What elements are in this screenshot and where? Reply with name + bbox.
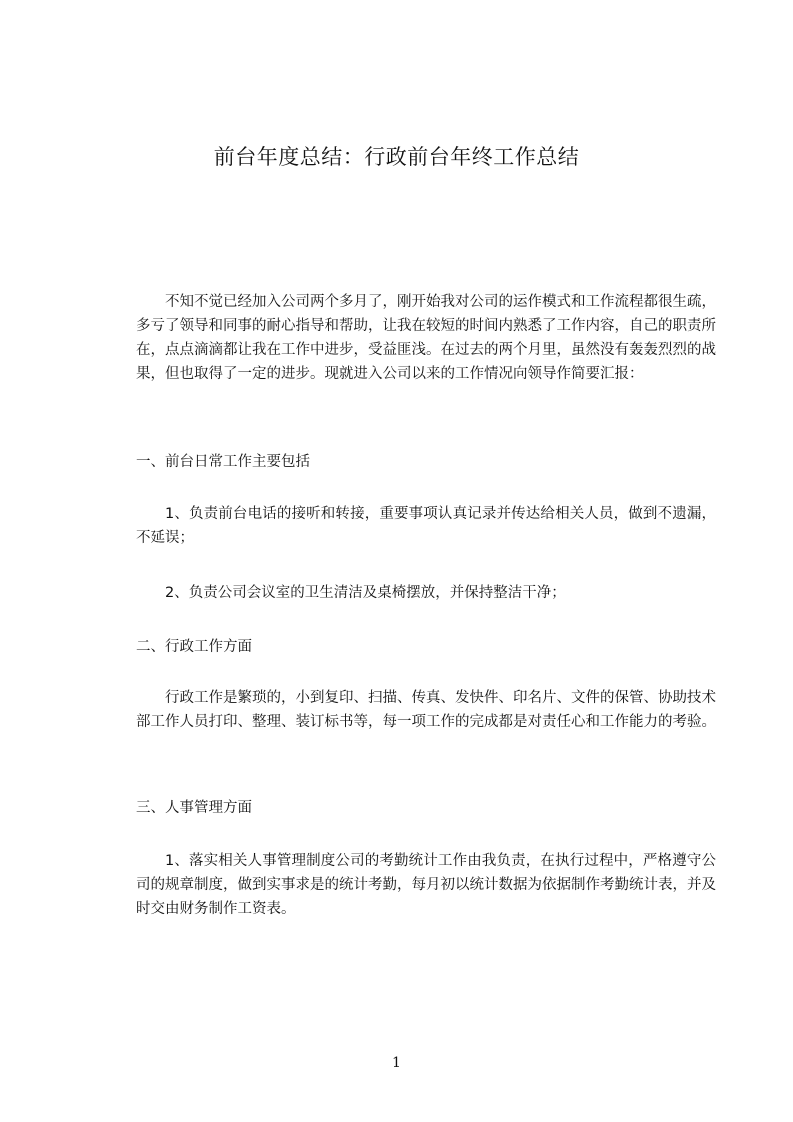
intro-paragraph: 不知不觉已经加入公司两个多月了，刚开始我对公司的运作模式和工作流程都很生疏，多亏了领导和同事的耐心指导和帮助，让我在较短的时间内熟悉了工作内容，自己的职责所在，点点滴滴都让我在工作中进步，受益匪浅。在过去的两个月里，虽然没有轰轰烈烈的战果，但也取得了一定的进步。现就进入公司以来的工作情况向领导作简要汇报： [136, 294, 716, 382]
section-2-paragraph-block [136, 686, 716, 734]
section-1-item-1-block [136, 502, 716, 550]
section-1-item-1: 1、负责前台电话的接听和转接，重要事项认真记录并传达给相关人员，做到不遗漏，不延误； [136, 506, 716, 546]
section-1-item-2-block [136, 581, 716, 605]
section-3-item-1-block [136, 849, 716, 921]
page-number: 1 [392, 1055, 401, 1071]
section-3-item-1: 1、落实相关人事管理制度公司的考勤统计工作由我负责，在执行过程中，严格遵守公司的规章制度，做到实事求是的统计考勤，每月初以统计数据为依据制作考勤统计表，并及时交由财务制作工资表。 [136, 853, 716, 917]
section-1-item-2: 2、负责公司会议室的卫生清洁及桌椅摆放，并保持整洁干净； [165, 585, 566, 601]
section-2-paragraph: 行政工作是繁琐的，小到复印、扫描、传真、发快件、印名片、文件的保管、协助技术部工作人员打印、整理、装订标书等，每一项工作的完成都是对责任心和工作能力的考验。 [136, 690, 716, 730]
section-1-heading: 一、前台日常工作主要包括 [136, 454, 310, 470]
section-3-heading: 三、人事管理方面 [136, 800, 252, 816]
intro-paragraph-block [136, 290, 716, 386]
document-title: 前台年度总结：行政前台年终工作总结 [213, 145, 580, 169]
section-2-heading: 二、行政工作方面 [136, 639, 252, 655]
